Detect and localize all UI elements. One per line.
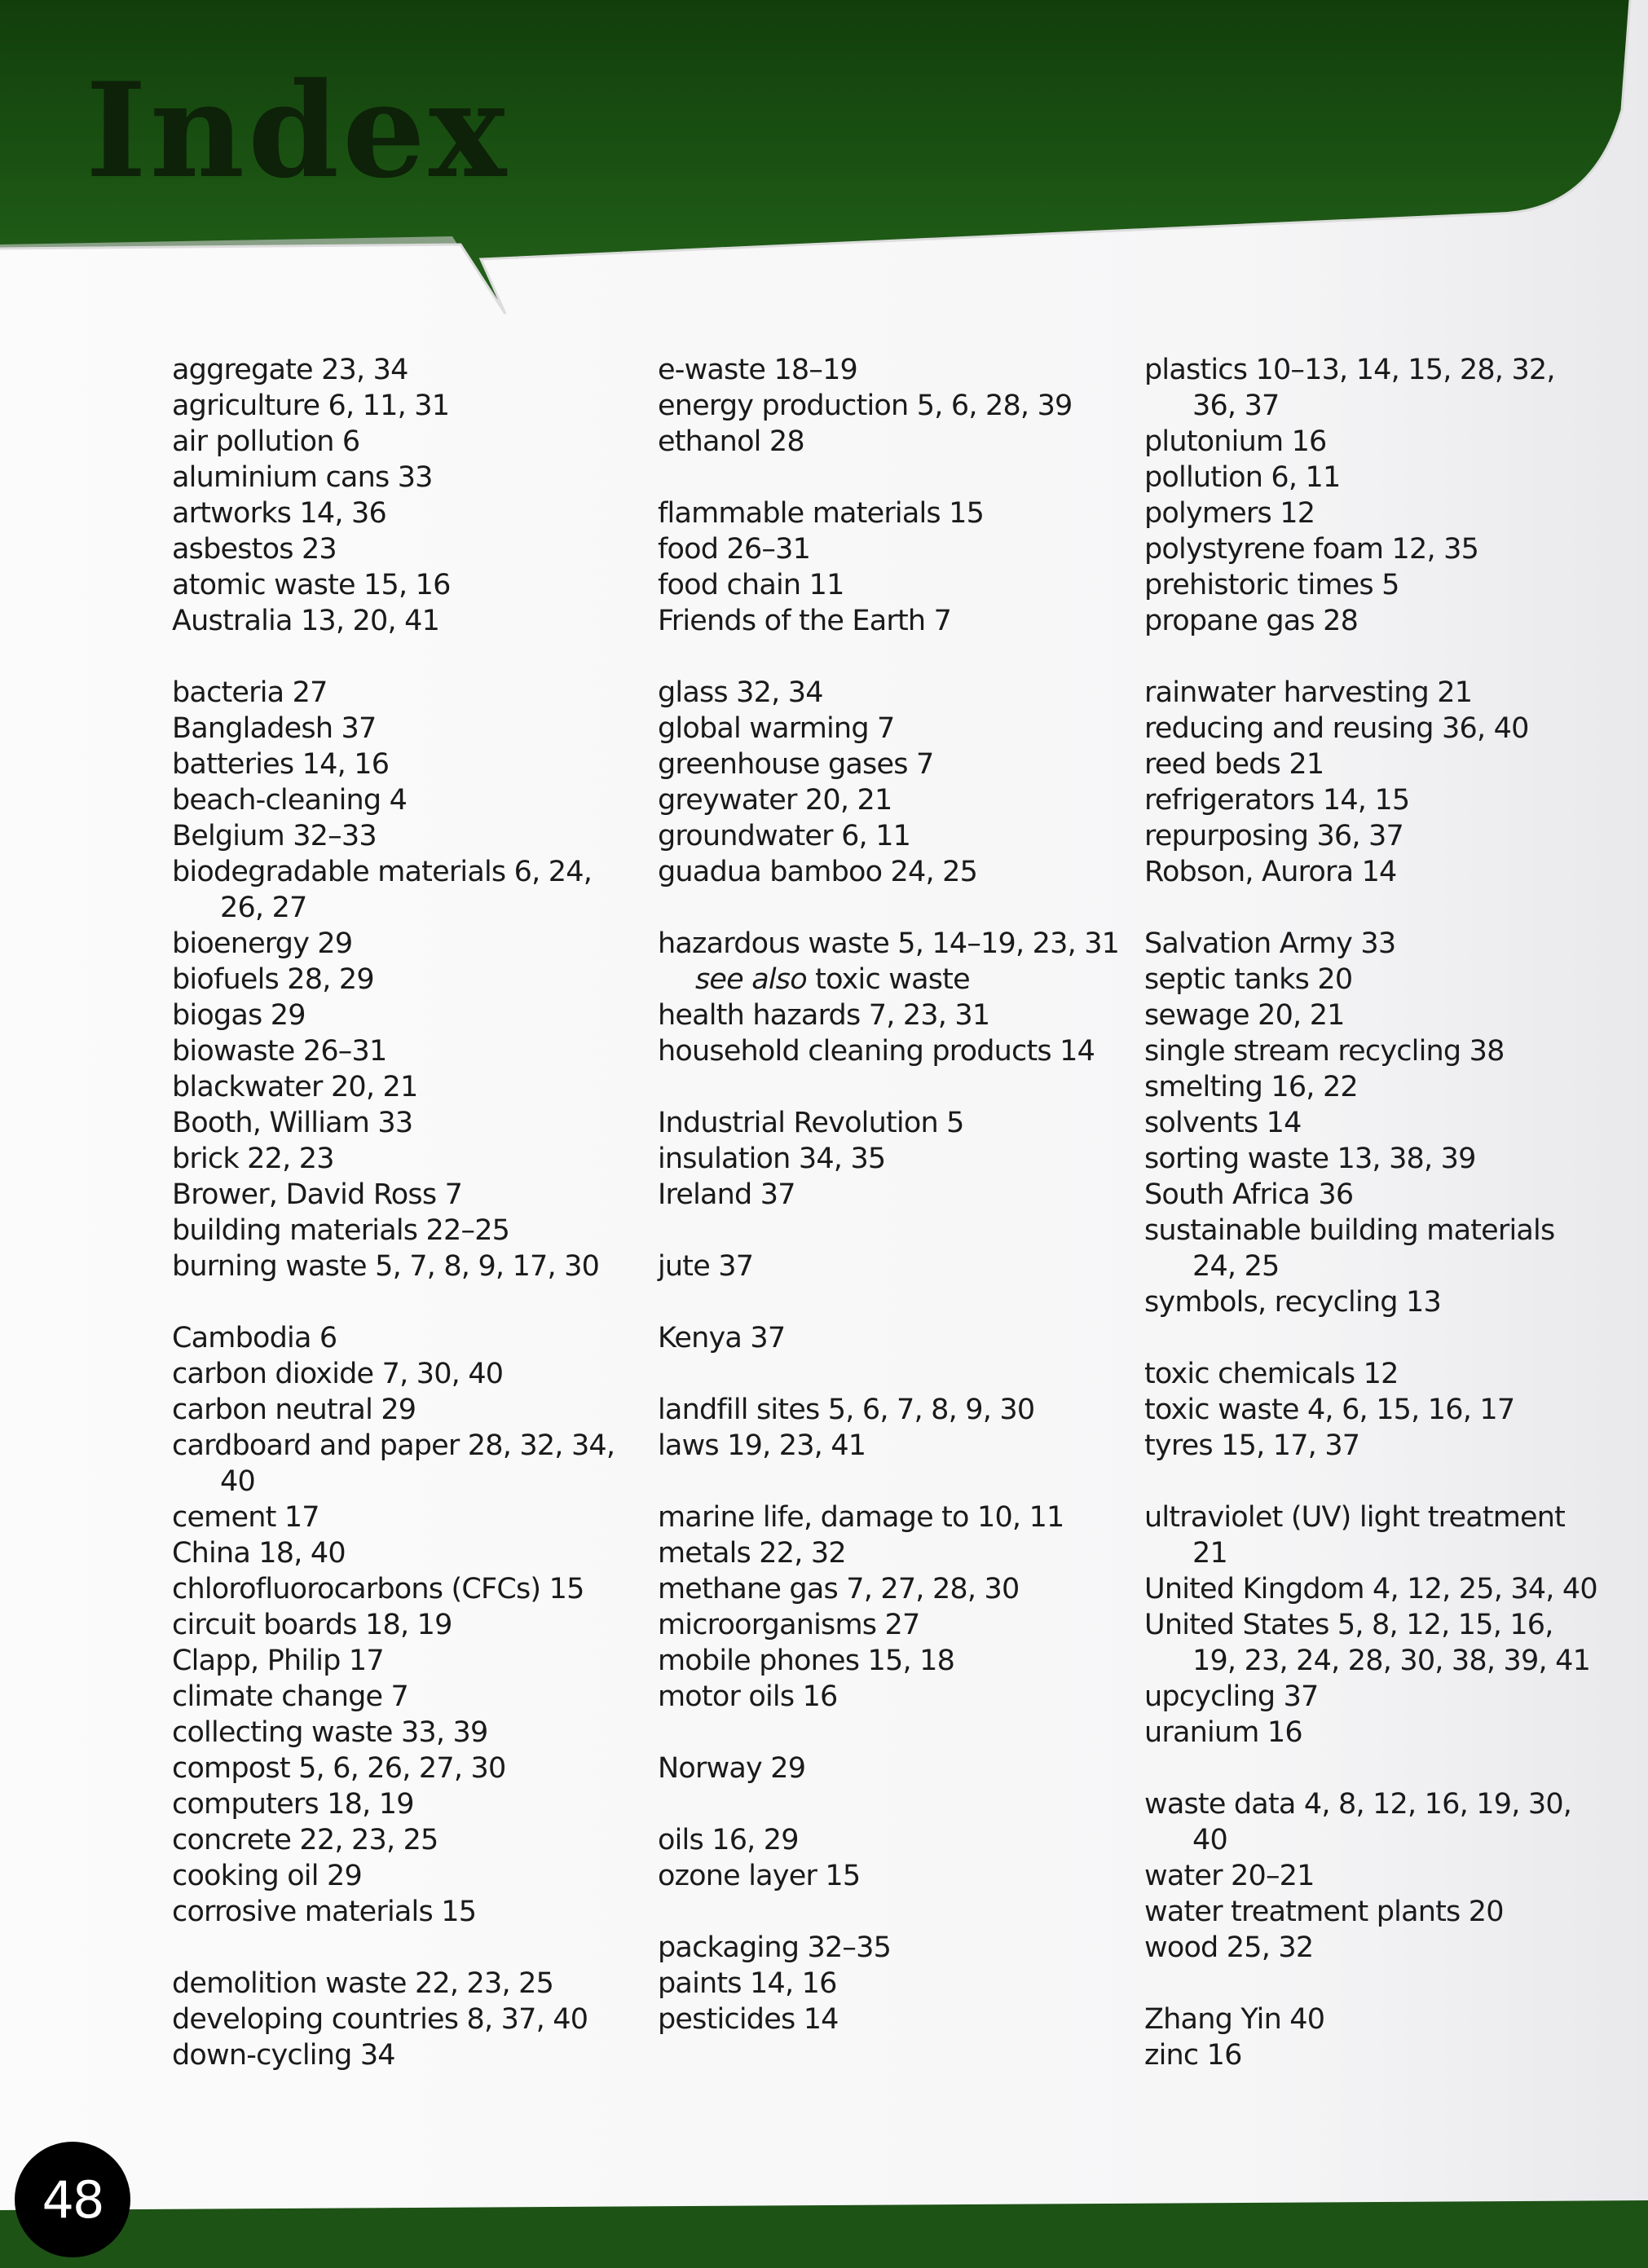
- index-entry: water 20–21: [1144, 1860, 1315, 1892]
- index-entry: propane gas 28: [1144, 605, 1359, 637]
- index-entry: Clapp, Philip 17: [172, 1645, 384, 1677]
- index-entry: polymers 12: [1144, 497, 1315, 530]
- index-entry: circuit boards 18, 19: [172, 1609, 452, 1641]
- index-entry: sewage 20, 21: [1144, 999, 1345, 1032]
- index-entry: ozone layer 15: [658, 1860, 861, 1892]
- index-entry: global warming 7: [658, 712, 895, 745]
- index-entry: oils 16, 29: [658, 1824, 799, 1856]
- letter-group-gap: [1144, 1751, 1601, 1786]
- index-entry: biodegradable materials 6, 24, 26, 27: [172, 856, 593, 924]
- index-entry: Norway 29: [658, 1752, 806, 1785]
- index-entry: agriculture 6, 11, 31: [172, 390, 450, 422]
- index-entry: atomic waste 15, 16: [172, 569, 451, 601]
- index-entry: Belgium 32–33: [172, 820, 377, 852]
- index-entry: aluminium cans 33: [172, 461, 433, 494]
- see-also-reference: [658, 962, 1139, 997]
- index-entry: carbon neutral 29: [172, 1394, 416, 1426]
- letter-group-gap: [658, 1213, 1139, 1249]
- index-entry: wood 25, 32: [1144, 1931, 1314, 1964]
- index-entry: symbols, recycling 13: [1144, 1286, 1441, 1319]
- index-entry: packaging 32–35: [658, 1931, 892, 1964]
- index-entry: Brower, David Ross 7: [172, 1178, 463, 1211]
- index-column-3: [1144, 352, 1601, 2073]
- index-entry: food chain 11: [658, 569, 844, 601]
- index-entry: cardboard and paper 28, 32, 34, 40: [172, 1429, 615, 1498]
- index-entry: air pollution 6: [172, 425, 360, 458]
- index-entry: Booth, William 33: [172, 1107, 413, 1139]
- index-entry: Cambodia 6: [172, 1322, 337, 1354]
- index-entry: bacteria 27: [172, 676, 328, 709]
- index-entry: household cleaning products 14: [658, 1035, 1095, 1068]
- index-entry: zinc 16: [1144, 2039, 1242, 2072]
- index-entry: pesticides 14: [658, 2003, 839, 2036]
- letter-group-gap: [658, 1715, 1139, 1751]
- index-entry: collecting waste 33, 39: [172, 1716, 488, 1749]
- letter-group-gap: [1144, 1320, 1601, 1356]
- index-entry: insulation 34, 35: [658, 1143, 886, 1175]
- index-entry: rainwater harvesting 21: [1144, 676, 1473, 709]
- letter-group-gap: [658, 1464, 1139, 1500]
- index-entry: Zhang Yin 40: [1144, 2003, 1325, 2036]
- index-entry: plastics 10–13, 14, 15, 28, 32, 36, 37: [1144, 354, 1555, 422]
- index-entry: jute 37: [658, 1250, 754, 1283]
- index-columns: [172, 352, 1597, 2088]
- index-entry: single stream recycling 38: [1144, 1035, 1505, 1068]
- index-entry: tyres 15, 17, 37: [1144, 1429, 1360, 1462]
- index-entry: sustainable building materials 24, 25: [1144, 1214, 1555, 1283]
- index-entry: repurposing 36, 37: [1144, 820, 1403, 852]
- letter-group-gap: [658, 460, 1139, 495]
- letter-group-gap: [1144, 1464, 1601, 1500]
- index-entry: Salvation Army 33: [1144, 927, 1396, 960]
- letter-group-gap: [1144, 1966, 1601, 2002]
- index-entry: toxic waste 4, 6, 15, 16, 17: [1144, 1394, 1515, 1426]
- index-entry: concrete 22, 23, 25: [172, 1824, 438, 1856]
- index-entry: corrosive materials 15: [172, 1896, 477, 1928]
- index-column-2: [658, 352, 1139, 2037]
- index-entry: upcycling 37: [1144, 1680, 1319, 1713]
- index-entry: reed beds 21: [1144, 748, 1324, 781]
- index-entry: guadua bamboo 24, 25: [658, 856, 978, 888]
- index-entry: compost 5, 6, 26, 27, 30: [172, 1752, 506, 1785]
- index-entry: developing countries 8, 37, 40: [172, 2003, 588, 2036]
- index-entry: aggregate 23, 34: [172, 354, 408, 386]
- index-entry: carbon dioxide 7, 30, 40: [172, 1358, 504, 1390]
- index-entry: hazardous waste 5, 14–19, 23, 31: [658, 927, 1120, 960]
- index-entry: paints 14, 16: [658, 1967, 837, 2000]
- index-entry: China 18, 40: [172, 1537, 346, 1570]
- index-entry: batteries 14, 16: [172, 748, 390, 781]
- page-title: Index: [86, 54, 510, 207]
- index-entry: solvents 14: [1144, 1107, 1302, 1139]
- index-entry: United States 5, 8, 12, 15, 16, 19, 23, 24, 28, 30, 38, 39, 41: [1144, 1609, 1591, 1677]
- index-entry: ultraviolet (UV) light treatment 21: [1144, 1501, 1566, 1570]
- index-entry: biowaste 26–31: [172, 1035, 387, 1068]
- index-entry: beach-cleaning 4: [172, 784, 408, 817]
- index-entry: smelting 16, 22: [1144, 1071, 1358, 1103]
- index-entry: cooking oil 29: [172, 1860, 362, 1892]
- index-entry: asbestos 23: [172, 533, 337, 566]
- letter-group-gap: [658, 1786, 1139, 1822]
- index-entry: artworks 14, 36: [172, 497, 386, 530]
- index-entry: water treatment plants 20: [1144, 1896, 1504, 1928]
- index-entry: pollution 6, 11: [1144, 461, 1341, 494]
- index-entry: marine life, damage to 10, 11: [658, 1501, 1064, 1534]
- index-entry: methane gas 7, 27, 28, 30: [658, 1573, 1020, 1605]
- index-entry: blackwater 20, 21: [172, 1071, 418, 1103]
- index-entry: Australia 13, 20, 41: [172, 605, 440, 637]
- index-entry: reducing and reusing 36, 40: [1144, 712, 1529, 745]
- index-entry: greywater 20, 21: [658, 784, 892, 817]
- index-entry: motor oils 16: [658, 1680, 838, 1713]
- letter-group-gap: [658, 1894, 1139, 1930]
- index-entry: bioenergy 29: [172, 927, 353, 960]
- letter-group-gap: [172, 1930, 628, 1966]
- index-entry: toxic chemicals 12: [1144, 1358, 1399, 1390]
- index-entry: glass 32, 34: [658, 676, 823, 709]
- index-entry: Bangladesh 37: [172, 712, 377, 745]
- index-entry: uranium 16: [1144, 1716, 1302, 1749]
- letter-group-gap: [658, 890, 1139, 926]
- index-entry: landfill sites 5, 6, 7, 8, 9, 30: [658, 1394, 1035, 1426]
- letter-group-gap: [172, 1284, 628, 1320]
- index-entry: refrigerators 14, 15: [1144, 784, 1410, 817]
- index-entry: burning waste 5, 7, 8, 9, 17, 30: [172, 1250, 600, 1283]
- index-entry: computers 18, 19: [172, 1788, 414, 1821]
- index-entry: flammable materials 15: [658, 497, 985, 530]
- index-entry: prehistoric times 5: [1144, 569, 1399, 601]
- see-also-label: see also: [695, 963, 807, 996]
- index-entry: chlorofluorocarbons (CFCs) 15: [172, 1573, 584, 1605]
- index-entry: ethanol 28: [658, 425, 804, 458]
- index-entry: mobile phones 15, 18: [658, 1645, 955, 1677]
- index-entry: building materials 22–25: [172, 1214, 510, 1247]
- index-entry: e-waste 18–19: [658, 354, 858, 386]
- index-entry: Kenya 37: [658, 1322, 786, 1354]
- letter-group-gap: [658, 1284, 1139, 1320]
- index-entry: laws 19, 23, 41: [658, 1429, 866, 1462]
- index-entry: climate change 7: [172, 1680, 409, 1713]
- index-entry: Ireland 37: [658, 1178, 795, 1211]
- letter-group-gap: [658, 1069, 1139, 1105]
- letter-group-gap: [1144, 890, 1601, 926]
- index-entry: down-cycling 34: [172, 2039, 395, 2072]
- letter-group-gap: [1144, 639, 1601, 675]
- index-entry: United Kingdom 4, 12, 25, 34, 40: [1144, 1573, 1597, 1605]
- index-entry: health hazards 7, 23, 31: [658, 999, 990, 1032]
- index-entry: biofuels 28, 29: [172, 963, 374, 996]
- index-entry: waste data 4, 8, 12, 16, 19, 30, 40: [1144, 1788, 1572, 1856]
- index-entry: South Africa 36: [1144, 1178, 1354, 1211]
- see-also-target: toxic waste: [806, 963, 970, 996]
- index-entry: biogas 29: [172, 999, 306, 1032]
- letter-group-gap: [658, 1356, 1139, 1392]
- index-entry: septic tanks 20: [1144, 963, 1353, 996]
- index-entry: cement 17: [172, 1501, 319, 1534]
- index-entry: Robson, Aurora 14: [1144, 856, 1397, 888]
- index-entry: brick 22, 23: [172, 1143, 334, 1175]
- index-entry: groundwater 6, 11: [658, 820, 911, 852]
- letter-group-gap: [172, 639, 628, 675]
- index-column-1: [172, 352, 628, 2073]
- index-entry: microorganisms 27: [658, 1609, 920, 1641]
- index-entry: Friends of the Earth 7: [658, 605, 952, 637]
- index-entry: sorting waste 13, 38, 39: [1144, 1143, 1476, 1175]
- index-entry: food 26–31: [658, 533, 811, 566]
- index-entry: greenhouse gases 7: [658, 748, 934, 781]
- index-entry: Industrial Revolution 5: [658, 1107, 964, 1139]
- page-number-badge: 48: [15, 2142, 130, 2257]
- index-entry: metals 22, 32: [658, 1537, 846, 1570]
- index-entry: plutonium 16: [1144, 425, 1327, 458]
- index-entry: demolition waste 22, 23, 25: [172, 1967, 554, 2000]
- index-entry: polystyrene foam 12, 35: [1144, 533, 1479, 566]
- letter-group-gap: [658, 639, 1139, 675]
- index-entry: energy production 5, 6, 28, 39: [658, 390, 1073, 422]
